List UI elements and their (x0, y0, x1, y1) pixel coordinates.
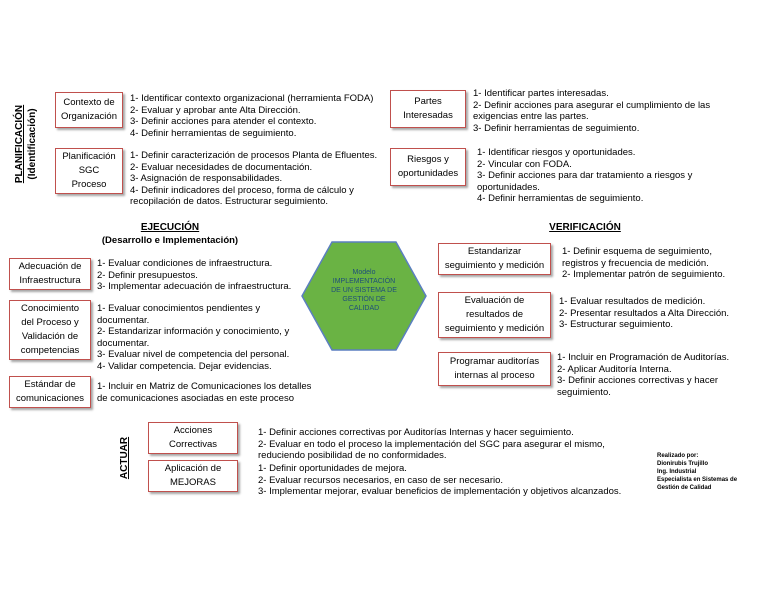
box-partes-interesadas: Partes Interesadas (390, 90, 466, 128)
text-partes-interesadas: 1- Identificar partes interesadas. 2- Definir acciones para asegurar el cumplimiento de las exigencias entre las partes. 3- Definir herramientas de seguimiento. (473, 88, 711, 134)
box-evaluacion-resultados: Evaluación de resultados de seguimiento y medición (438, 292, 551, 338)
center-model-label: Modelo IMPLEMENTACIÓN DE UN SISTEMA DE GESTIÓN DE CALIDAD (331, 269, 397, 312)
box-aplicacion-mejoras: Aplicación de MEJORAS (148, 460, 238, 492)
text-evaluacion-resultados: 1- Evaluar resultados de medición. 2- Presentar resultados a Alta Dirección. 3- Estructurar seguimiento. (559, 296, 730, 330)
planificacion-subtitle: (Identificación) (27, 108, 38, 180)
box-planificacion-sgc: Planificación SGC Proceso (55, 148, 123, 194)
actuar-title: ACTUAR (119, 436, 130, 480)
box-programar-auditorias: Programar auditorías internas al proceso (438, 352, 551, 386)
text-conocimiento-proceso: 1- Evaluar conocimientos pendientes y documentar. 2- Estandarizar información y conocimiento, y documentar. 3- Evaluar nivel de competencia del personal. 4- Validar competencia. Dejar evidencias. (97, 303, 290, 372)
box-contexto-organizacion: Contexto de Organización (55, 92, 123, 128)
text-planificacion-sgc: 1- Definir caracterización de procesos Planta de Efluentes. 2- Evaluar necesidades de documentación. 3- Asignación de responsabilidades. 4- Definir indicadores del proceso, forma de cálculo y recopilación de datos. Estructurar seguimiento. (130, 150, 378, 207)
box-acciones-correctivas: Acciones Correctivas (148, 422, 238, 454)
box-estandar-comunicaciones: Estándar de comunicaciones (9, 376, 91, 408)
text-adecuacion-infraestructura: 1- Evaluar condiciones de infraestructura. 2- Definir presupuestos. 3- Implementar adecuación de infraestructura. (97, 258, 292, 292)
center-model-hexagon (300, 240, 428, 352)
text-aplicacion-mejoras: 1- Definir oportunidades de mejora. 2- Evaluar recursos necesarios, en caso de ser necesario. 3- Implementar mejorar, evaluar beneficios de implementación y objetivos alcanzados. (258, 463, 622, 497)
text-estandarizar-seguimiento: 1- Definir esquema de seguimiento, registros y frecuencia de medición. 2- Implementar patrón de seguimiento. (562, 246, 726, 280)
box-estandarizar-seguimiento: Estandarizar seguimiento y medición (438, 243, 551, 275)
box-adecuacion-infraestructura: Adecuación de Infraestructura (9, 258, 91, 290)
author-credit: Realizado por: Dionirubis Trujillo Ing. Industrial Especialista en Sistemas de Gestión de Calidad (657, 453, 738, 491)
text-contexto-organizacion: 1- Identificar contexto organizacional (herramienta FODA) 2- Evaluar y aprobar ante Alta Dirección. 3- Definir acciones para atender el contexto. 4- Definir herramientas de seguimiento. (130, 93, 374, 139)
ejecucion-subtitle: (Desarrollo e Implementación) (101, 235, 239, 246)
box-riesgos-oportunidades: Riesgos y oportunidades (390, 148, 466, 186)
text-riesgos-oportunidades: 1- Identificar riesgos y oportunidades. 2- Vincular con FODA. 3- Definir acciones para dar tratamiento a riesgos y oportunidades. 4- Definir herramientas de seguimiento. (477, 147, 693, 204)
ejecucion-title: EJECUCIÓN (140, 222, 200, 233)
text-estandar-comunicaciones: 1- Incluir en Matriz de Comunicaciones los detalles de comunicaciones asociadas en este proceso (97, 381, 312, 404)
planificacion-title: PLANIFICACIÓN (14, 104, 25, 184)
text-programar-auditorias: 1- Incluir en Programación de Auditorías. 2- Aplicar Auditoría Interna. 3- Definir acciones correctivas y hacer seguimiento. (557, 352, 730, 398)
box-conocimiento-proceso: Conocimiento del Proceso y Validación de competencias (9, 300, 91, 360)
verificacion-title: VERIFICACIÓN (549, 222, 621, 233)
text-acciones-correctivas: 1- Definir acciones correctivas por Auditorías Internas y hacer seguimiento. 2- Evaluar en todo el proceso la implementación del SGC para asegurar el mismo, reduciendo posibilidad de no conformidades. (258, 427, 605, 461)
